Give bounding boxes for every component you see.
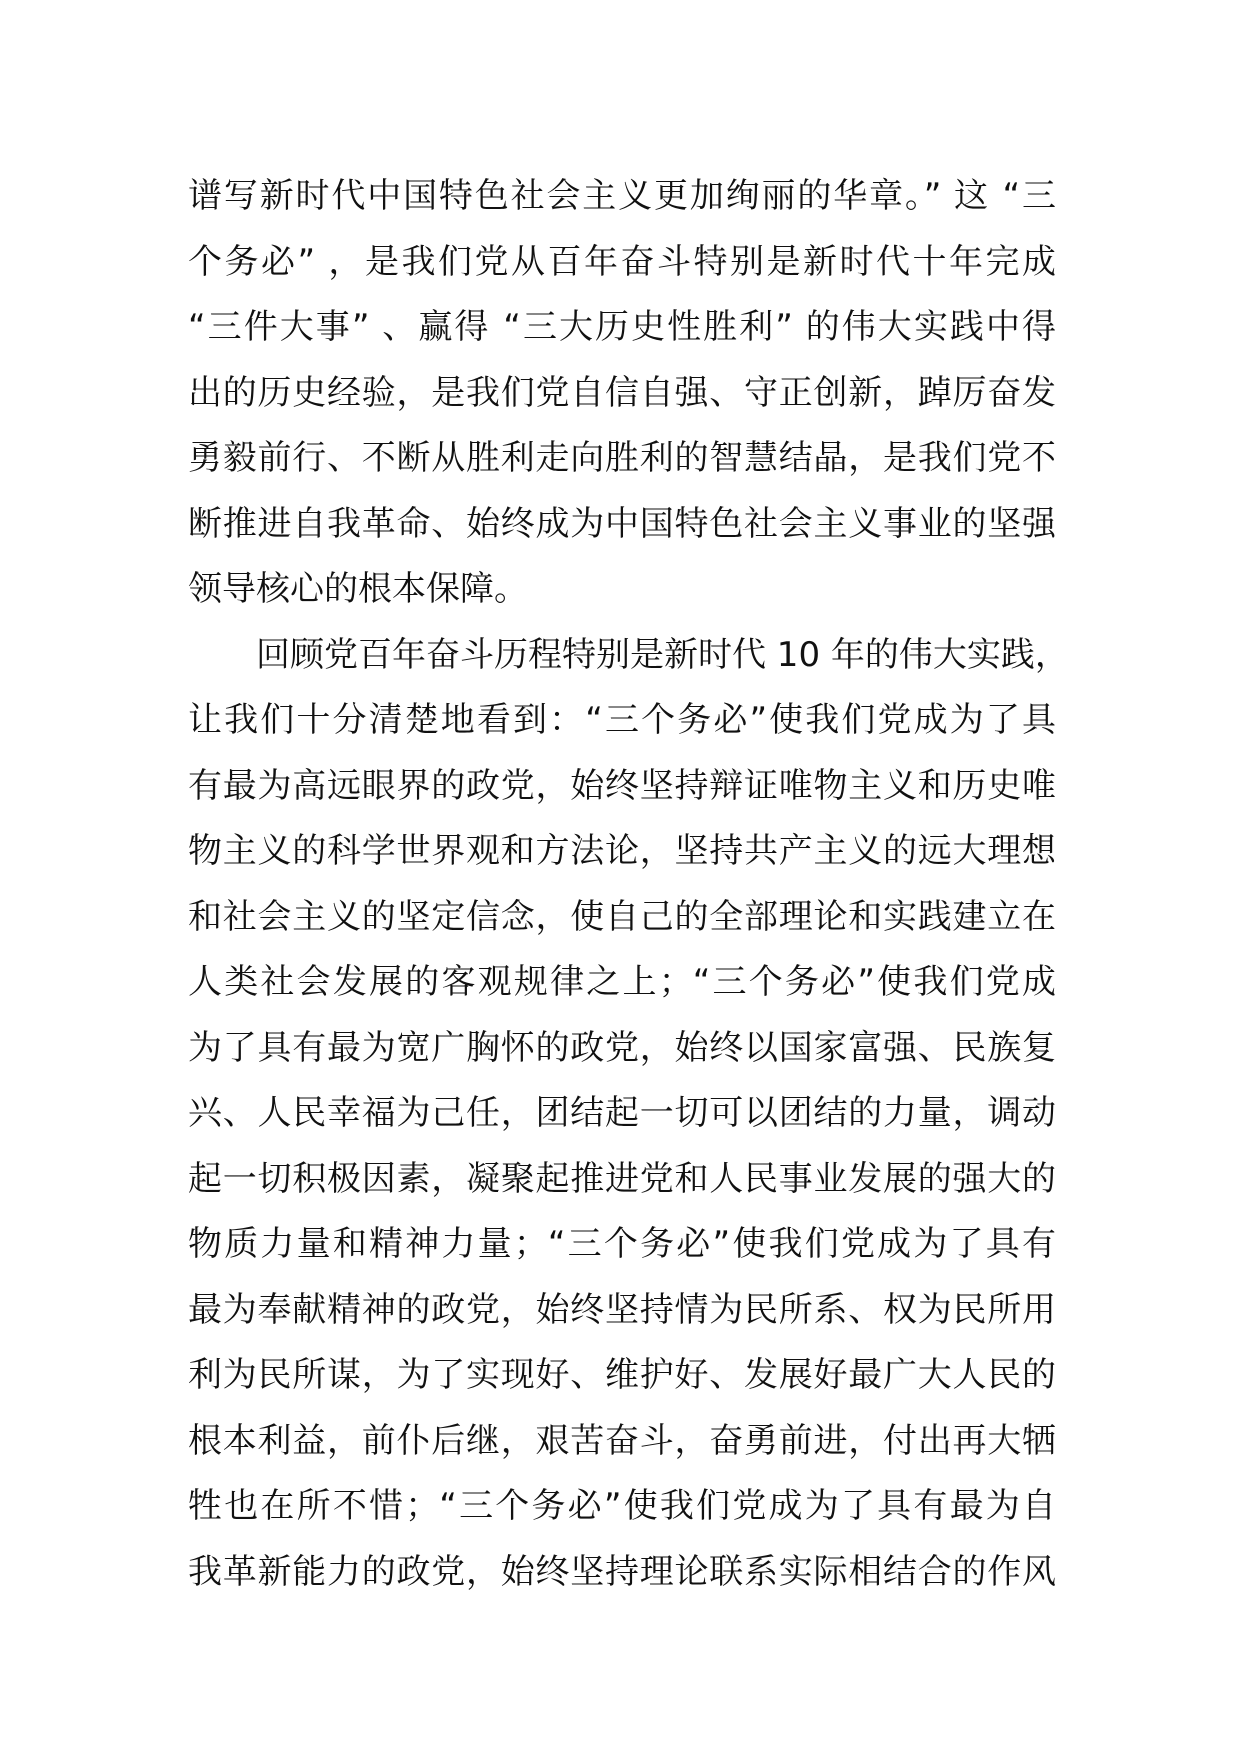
text-line: 断推进自我革命、始终成为中国特色社会主义事业的坚强 [188,503,1056,544]
text-line: 利为民所谋，为了实现好、维护好、发展好最广大人民的 [188,1355,1056,1395]
text-line: 牲也在所不惜；“三个务必”使我们党成为了具有最为自 [188,1486,1056,1526]
text-line: “三件大事” 、赢得 “三大历史性胜利” 的伟大实践中得 [188,307,1056,347]
text-line: 勇毅前行、不断从胜利走向胜利的智慧结晶，是我们党不 [188,438,1056,478]
text-line: 为了具有最为宽广胸怀的政党，始终以国家富强、民族复 [188,1027,1056,1068]
text-line: 我革新能力的政党，始终坚持理论联系实际相结合的作风 [188,1551,1056,1592]
text-line: 最为奉献精神的政党，始终坚持情为民所系、权为民所用 [188,1289,1056,1330]
paragraph-end-line: 领导核心的根本保障。 [188,569,528,609]
body-text [188,164,1069,1605]
text-line: 根本利益，前仆后继，艰苦奋斗，奋勇前进，付出再大牺 [188,1420,1056,1461]
text-line: 个务必” ，是我们党从百年奋斗特别是新时代十年完成 [188,241,1056,282]
text-line: 物主义的科学世界观和方法论，坚持共产主义的远大理想 [188,831,1056,871]
text-line: 起一切积极因素，凝聚起推进党和人民事业发展的强大的 [188,1158,1056,1199]
text-line: 人类社会发展的客观规律之上；“三个务必”使我们党成 [188,962,1056,1002]
text-line: 兴、人民幸福为己任，团结起一切可以团结的力量，调动 [188,1093,1056,1133]
text-line: 物质力量和精神力量；“三个务必”使我们党成为了具有 [188,1224,1056,1264]
text-line: 有最为高远眼界的政党，始终坚持辩证唯物主义和历史唯 [188,765,1056,806]
text-line: 出的历史经验，是我们党自信自强、守正创新，踔厉奋发 [188,372,1056,413]
text-line: 和社会主义的坚定信念，使自己的全部理论和实践建立在 [188,896,1056,937]
text-line: 让我们十分清楚地看到：“三个务必”使我们党成为了具 [188,700,1056,740]
paragraph-start-line: 回顾党百年奋斗历程特别是新时代 10 年的伟大实践， [188,634,1069,675]
text-line: 谱写新时代中国特色社会主义更加绚丽的华章。” 这 “三 [188,176,1056,216]
